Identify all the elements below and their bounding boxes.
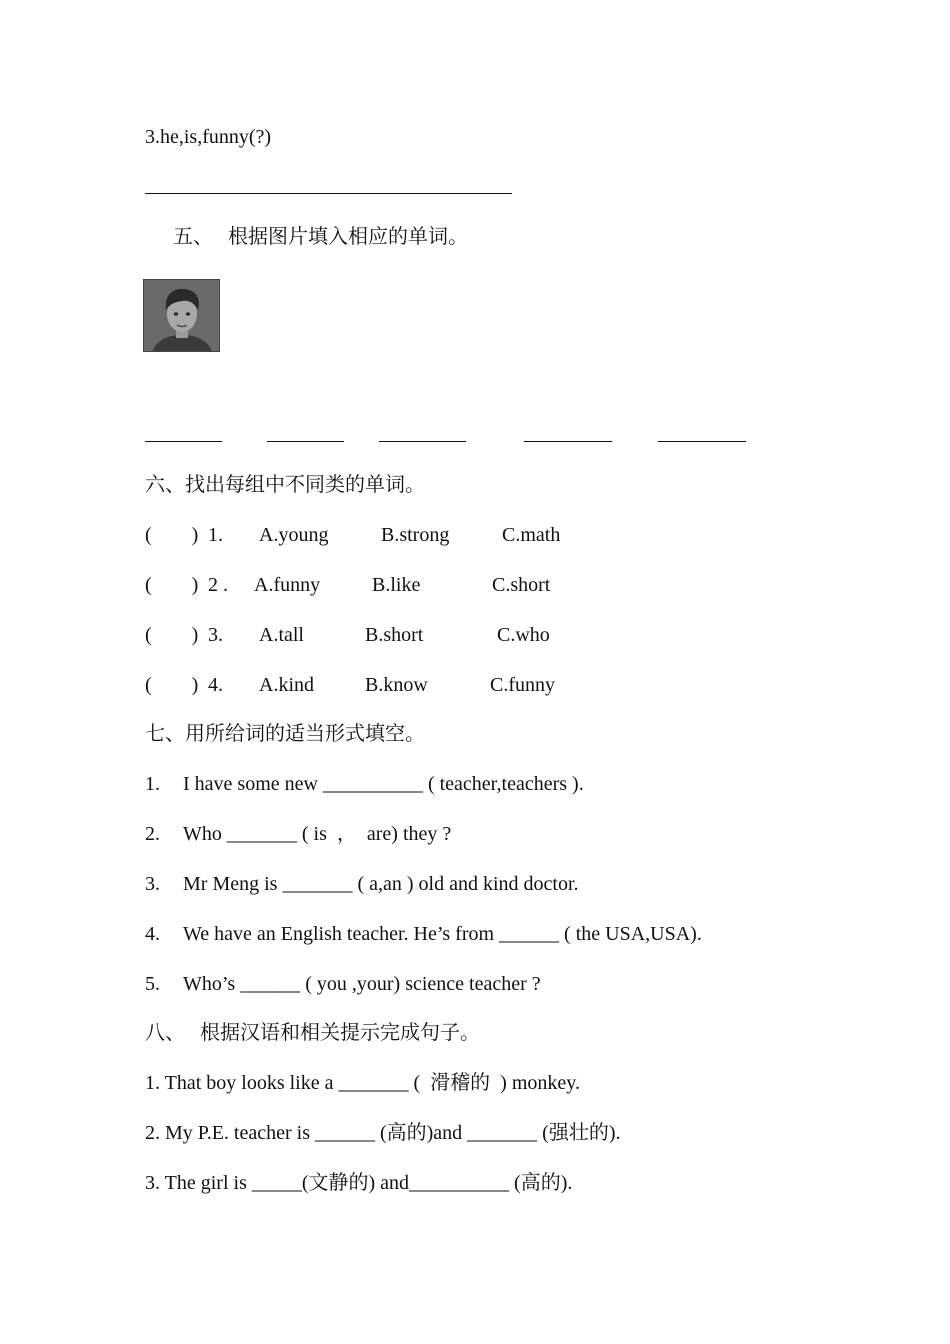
complete-sentence-1[interactable]: 1. That boy looks like a _______ ( 滑稽的 ) monkey. bbox=[145, 1072, 580, 1094]
item-sentence[interactable]: Mr Meng is _______ ( a,an ) old and kind doctor. bbox=[183, 873, 579, 895]
section-8-heading: 八、 根据汉语和相关提示完成句子。 bbox=[145, 1022, 480, 1044]
option-b: B.short bbox=[365, 624, 424, 646]
picture-answer-blank-5[interactable] bbox=[658, 441, 746, 442]
answer-parentheses[interactable]: ( ) bbox=[145, 624, 199, 646]
item-sentence[interactable]: Who’s ______ ( you ,your) science teacher ? bbox=[183, 973, 541, 995]
question-4-3: 3.he,is,funny(?) bbox=[145, 126, 272, 148]
item-number: 4. bbox=[145, 923, 160, 945]
answer-line[interactable] bbox=[145, 193, 512, 194]
picture-answer-blank-4[interactable] bbox=[524, 441, 612, 442]
option-c: C.who bbox=[497, 624, 550, 646]
row-number: 2 . bbox=[208, 574, 228, 596]
row-number: 3. bbox=[208, 624, 223, 646]
picture-answer-blank-2[interactable] bbox=[267, 441, 344, 442]
option-b: B.know bbox=[365, 674, 428, 696]
item-sentence[interactable]: I have some new __________ ( teacher,teachers ). bbox=[183, 773, 584, 795]
boy-portrait-picture bbox=[143, 279, 220, 352]
option-a: A.young bbox=[259, 524, 329, 546]
item-sentence[interactable]: Who _______ ( is ， are) they ? bbox=[183, 823, 452, 845]
option-a: A.tall bbox=[259, 624, 304, 646]
picture-answer-blank-1[interactable] bbox=[145, 441, 222, 442]
picture-answer-blank-3[interactable] bbox=[379, 441, 466, 442]
answer-parentheses[interactable]: ( ) bbox=[145, 574, 199, 596]
item-sentence[interactable]: We have an English teacher. He’s from ______ ( the USA,USA). bbox=[183, 923, 702, 945]
item-number: 1. bbox=[145, 773, 160, 795]
section-7-heading: 七、用所给词的适当形式填空。 bbox=[145, 723, 425, 745]
section-6-heading: 六、找出每组中不同类的单词。 bbox=[145, 474, 425, 496]
option-c: C.math bbox=[502, 524, 561, 546]
boy-portrait-icon bbox=[144, 280, 220, 352]
row-number: 1. bbox=[208, 524, 223, 546]
option-a: A.funny bbox=[254, 574, 321, 596]
complete-sentence-2[interactable]: 2. My P.E. teacher is ______ (高的)and _______ (强壮的). bbox=[145, 1122, 621, 1144]
option-b: B.strong bbox=[381, 524, 450, 546]
option-b: B.like bbox=[372, 574, 421, 596]
answer-parentheses[interactable]: ( ) bbox=[145, 524, 199, 546]
option-c: C.funny bbox=[490, 674, 555, 696]
item-number: 5. bbox=[145, 973, 160, 995]
option-c: C.short bbox=[492, 574, 551, 596]
item-number: 2. bbox=[145, 823, 160, 845]
complete-sentence-3[interactable]: 3. The girl is _____(文静的) and__________ (高的). bbox=[145, 1172, 573, 1194]
answer-parentheses[interactable]: ( ) bbox=[145, 674, 199, 696]
option-a: A.kind bbox=[259, 674, 314, 696]
row-number: 4. bbox=[208, 674, 223, 696]
item-number: 3. bbox=[145, 873, 160, 895]
section-5-heading: 五、 根据图片填入相应的单词。 bbox=[173, 226, 468, 248]
